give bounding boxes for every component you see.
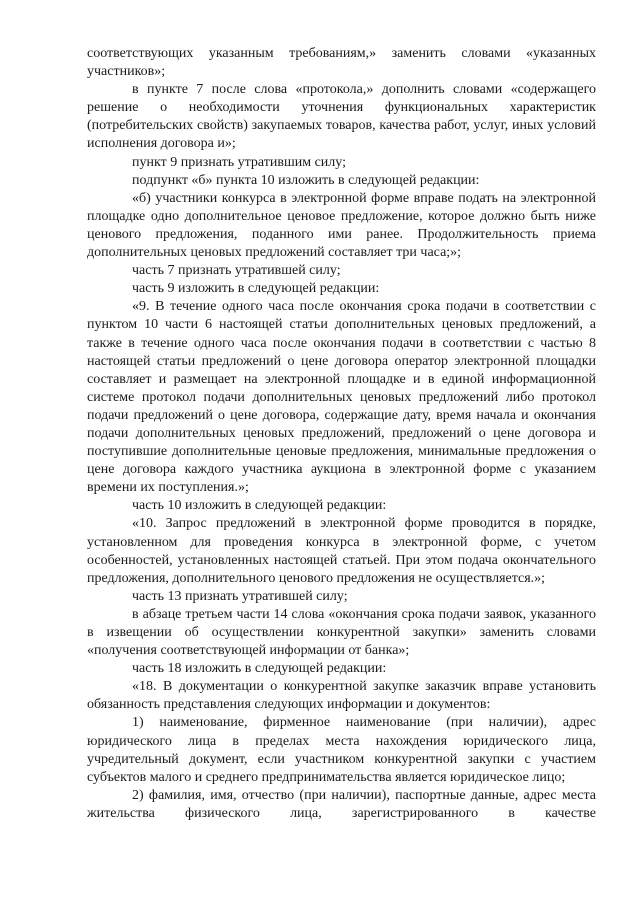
paragraph: подпункт «б» пункта 10 изложить в следующей редакции: xyxy=(132,172,480,188)
paragraph: в пункте 7 после слова «протокола,» дополнить словами «содержащего решение о необходимости уточнения функциональных характеристик (потребительских свойств) закупаемых товаров, качества работ, услуг, иных условий исполнения договора и»; xyxy=(87,82,596,152)
paragraph: часть 13 признать утратившей силу; xyxy=(132,588,348,604)
paragraph: часть 10 изложить в следующей редакции: xyxy=(132,498,387,514)
paragraph: «б) участники конкурса в электронной форме вправе подать на электронной площадке одно дополнительное ценовое предложение, которое должно быть ниже ценового предложения, поданного ими ранее. Продолжительность приема дополнительных ценовых предложений составляет три часа;»; xyxy=(87,190,596,261)
document-body xyxy=(87,45,596,823)
paragraph: «18. В документации о конкурентной закупке заказчик вправе установить обязанность представления следующих информации и документов: xyxy=(87,679,596,713)
paragraph: «10. Запрос предложений в электронной форме проводится в порядке, установленном для проведения конкурса в электронной форме, с учетом особенностей, установленных настоящей статьей. При этом подача окончательного предложения, дополнительного ценового предложения не осуществляется.»; xyxy=(87,516,596,586)
paragraph: часть 7 признать утратившей силу; xyxy=(132,263,341,279)
paragraph: 2) фамилия, имя, отчество (при наличии), паспортные данные, адрес места жительства физического лица, зарегистрированного в качестве xyxy=(87,787,596,821)
paragraph: 1) наименование, фирменное наименование (при наличии), адрес юридического лица в пределах места нахождения юридического лица, учредительный документ, если участником конкурентной закупки с участием субъектов малого и среднего предпринимательства является юридическое лицо; xyxy=(87,715,596,785)
paragraph: в абзаце третьем части 14 слова «окончания срока подачи заявок, указанного в извещении об осуществлении конкурентной закупки» заменить словами «получения соответствующей информации от банка»; xyxy=(87,606,596,659)
paragraph: соответствующих указанным требованиям,» заменить словами «указанных участников»; xyxy=(87,46,596,80)
paragraph: часть 18 изложить в следующей редакции: xyxy=(132,661,387,677)
paragraph: часть 9 изложить в следующей редакции: xyxy=(132,281,380,297)
paragraph: пункт 9 признать утратившим силу; xyxy=(132,154,346,170)
paragraph: «9. В течение одного часа после окончания срока подачи в соответствии с пунктом 10 части 6 настоящей статьи дополнительных ценовых предложений, а также в течение одного часа после окончания подачи в соответствии с частью 8 настоящей статьи предложений о цене договора оператор электронной площадки составляет и размещает на электронной площадке и в единой информационной системе протокол подачи дополнительных ценовых предложений либо протокол подачи предложений о цене договора, содержащие дату, время начала и окончания подачи дополнительных ценовых предложений, предложений о цене договора и поступившие дополнительные ценовые предложения, минимальные предложения о цене договора каждого участника аукциона в электронной форме с указанием времени их поступления.»; xyxy=(87,299,596,496)
